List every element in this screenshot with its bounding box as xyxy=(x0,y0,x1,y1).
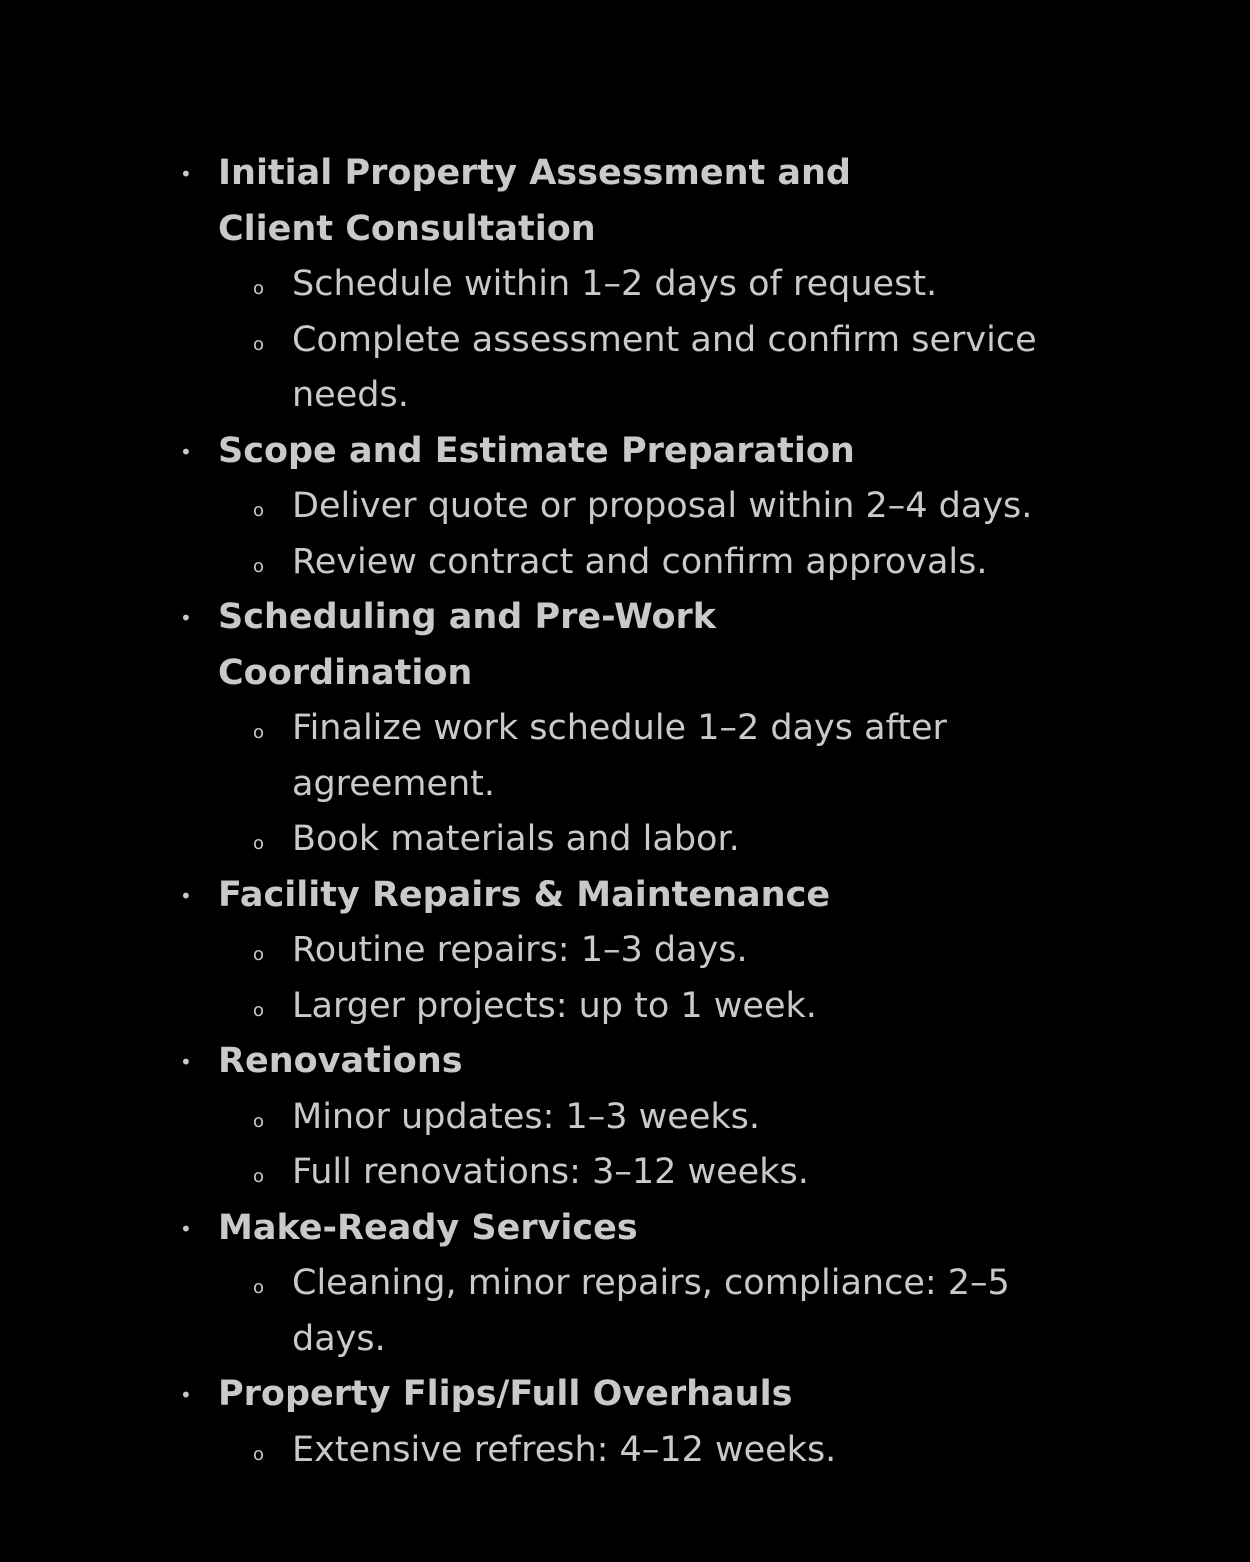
bullet-circle-icon: o xyxy=(253,555,265,577)
list-item-text: Routine repairs: 1–3 days. xyxy=(292,930,748,970)
list-item xyxy=(0,535,1250,591)
bullet-dot-icon: • xyxy=(180,162,192,186)
list-item-text: Deliver quote or proposal within 2–4 days. xyxy=(292,486,1033,526)
bullet-circle-icon: o xyxy=(253,333,265,355)
section-scheduling xyxy=(0,590,1250,868)
bullet-circle-icon: o xyxy=(253,1443,265,1465)
section-heading-row xyxy=(0,1367,1250,1423)
list-item-text: Cleaning, minor repairs, compliance: 2–5 days. xyxy=(292,1263,1010,1359)
list-item-text: Extensive refresh: 4–12 weeks. xyxy=(292,1429,837,1470)
section-heading-row xyxy=(0,146,1250,257)
bullet-circle-icon: o xyxy=(253,944,265,965)
bullet-circle-icon: o xyxy=(253,278,265,299)
section-initial-assessment xyxy=(0,146,1250,424)
bullet-circle-icon: o xyxy=(253,1166,265,1187)
bullet-circle-icon: o xyxy=(253,500,265,521)
list-item xyxy=(0,479,1250,535)
section-heading: Property Flips/Full Overhauls xyxy=(218,1374,793,1414)
bullet-circle-icon: o xyxy=(253,999,265,1021)
list-item xyxy=(0,923,1250,979)
section-heading: Make-Ready Services xyxy=(218,1207,638,1248)
section-heading-row xyxy=(0,1201,1250,1257)
bullet-dot-icon: • xyxy=(180,883,192,908)
timeline-list xyxy=(0,146,1250,1478)
list-item xyxy=(0,979,1250,1035)
list-item-text: Review contract and confirm approvals. xyxy=(292,541,988,582)
section-heading: Facility Repairs & Maintenance xyxy=(218,874,831,915)
list-item xyxy=(0,1145,1250,1201)
bullet-circle-icon: o xyxy=(253,833,265,854)
section-heading-row xyxy=(0,590,1250,701)
list-item-text: Finalize work schedule 1–2 days after agreement. xyxy=(292,708,947,804)
bullet-circle-icon: o xyxy=(253,1277,265,1298)
section-renovations xyxy=(0,1034,1250,1201)
section-heading: Renovations xyxy=(218,1041,463,1081)
section-heading-row xyxy=(0,1034,1250,1090)
bullet-circle-icon: o xyxy=(253,722,265,743)
list-item xyxy=(0,1423,1250,1479)
bullet-dot-icon: • xyxy=(180,1050,192,1074)
list-item-text: Full renovations: 3–12 weeks. xyxy=(292,1152,809,1192)
bullet-dot-icon: • xyxy=(180,439,192,464)
bullet-circle-icon: o xyxy=(253,1110,265,1132)
list-item-text: Complete assessment and confirm service needs. xyxy=(292,319,1037,415)
list-item-text: Schedule within 1–2 days of request. xyxy=(292,264,938,304)
bullet-dot-icon: • xyxy=(180,606,192,630)
bullet-dot-icon: • xyxy=(180,1216,192,1241)
list-item xyxy=(0,1256,1250,1367)
list-item-text: Larger projects: up to 1 week. xyxy=(292,985,817,1026)
bullet-dot-icon: • xyxy=(180,1383,192,1407)
section-heading-row xyxy=(0,424,1250,480)
section-make-ready xyxy=(0,1201,1250,1368)
section-scope-estimate xyxy=(0,424,1250,591)
section-heading: Scope and Estimate Preparation xyxy=(218,430,855,471)
section-property-flips xyxy=(0,1367,1250,1478)
list-item xyxy=(0,812,1250,868)
list-item xyxy=(0,257,1250,313)
list-item xyxy=(0,313,1250,424)
section-heading-row xyxy=(0,868,1250,924)
list-item xyxy=(0,701,1250,812)
section-heading: Initial Property Assessment and Client Consultation xyxy=(218,153,851,249)
section-heading: Scheduling and Pre-Work Coordination xyxy=(218,597,717,693)
list-item xyxy=(0,1090,1250,1146)
list-item-text: Minor updates: 1–3 weeks. xyxy=(292,1096,760,1137)
list-item-text: Book materials and labor. xyxy=(292,819,740,859)
section-repairs-maintenance xyxy=(0,868,1250,1035)
